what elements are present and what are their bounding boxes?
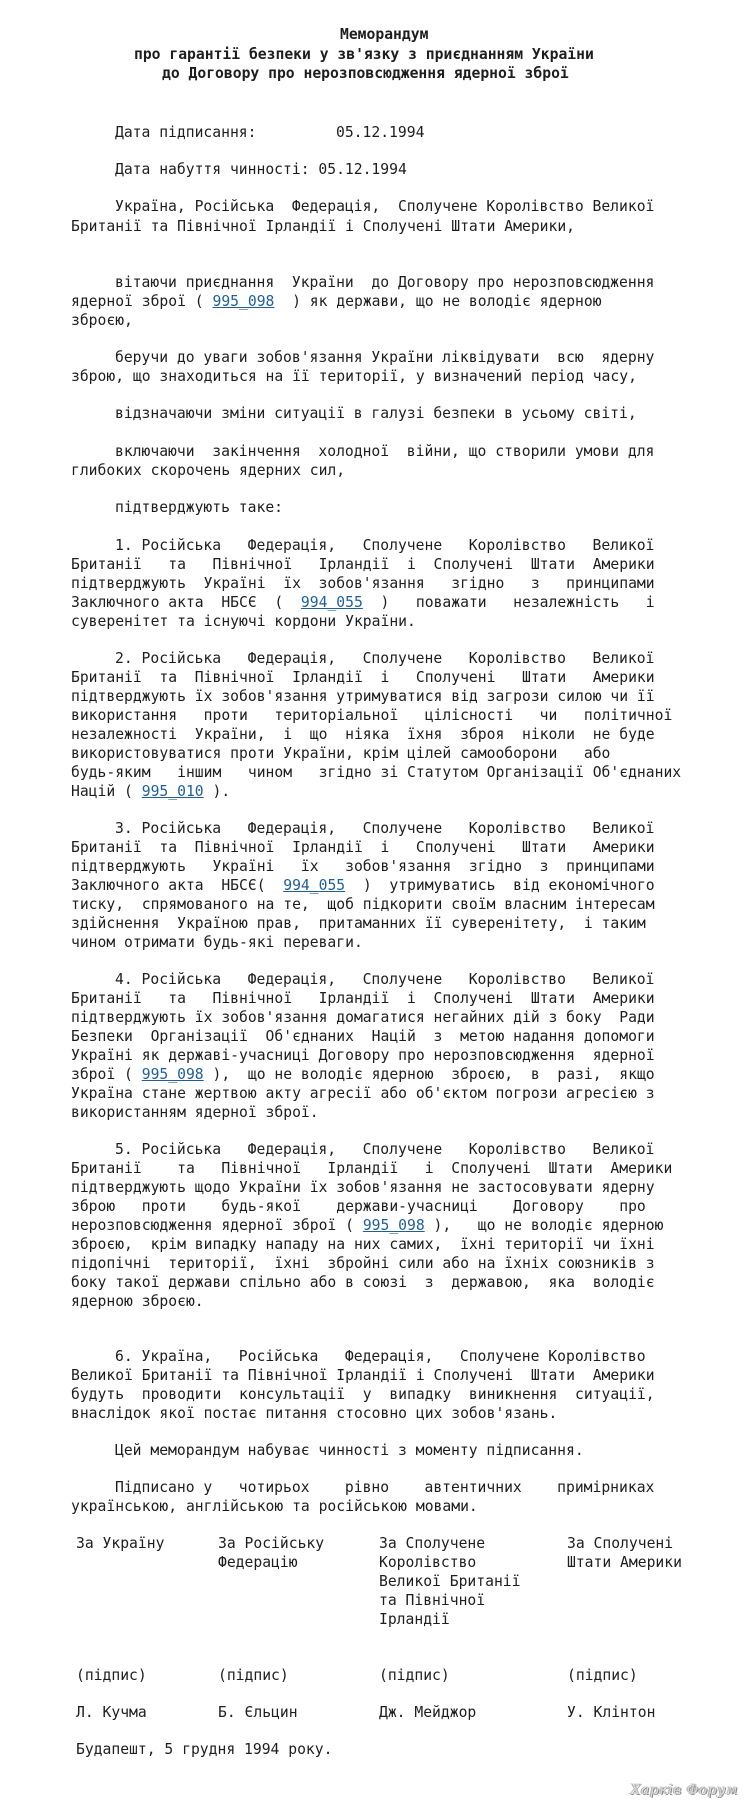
text-line: [71, 1292, 204, 1311]
text-segment: Британії та Північної Ірландії і Сполучені Штати Америки: [71, 1160, 673, 1177]
text-line: [379, 1703, 476, 1722]
text-line: [115, 498, 283, 517]
text-segment: Безпеки Організації Об'єднаних Націй з метою надання допомоги: [71, 1028, 655, 1045]
text-segment: використання проти територіальної цілісності чи політичної: [71, 707, 673, 724]
text-segment: та Північної: [379, 1592, 486, 1609]
document-reference-link[interactable]: 994_055: [300, 594, 363, 611]
text-segment: підтверджують їх зобов'язання утримуватися від загрози силою чи її: [71, 688, 655, 705]
text-line: [76, 1666, 147, 1685]
text-line: [379, 1666, 450, 1685]
text-segment: Британії та Північної Ірландії і Сполучені Штати Америки: [71, 839, 655, 856]
text-segment: 2. Російська Федерація, Сполучене Королівство Великої: [115, 650, 655, 667]
text-line: [218, 1534, 324, 1553]
text-segment: 05.12.1994: [336, 124, 425, 141]
watermark-logo: Харків Форум: [630, 1782, 738, 1798]
text-segment: ядерної зброї (: [71, 293, 213, 310]
document-title-line: [162, 64, 569, 83]
text-line: [336, 123, 424, 142]
text-segment: включаючи закінчення холодної війни, що створили умови для: [115, 443, 655, 460]
text-segment: будуть проводити консультації у випадку виникнення ситуації,: [71, 1386, 655, 1403]
text-segment: Дж. Мейджор: [379, 1704, 477, 1721]
text-segment: 6. Україна, Російська Федерація, Сполучене Королівство: [115, 1348, 646, 1365]
text-line: [71, 876, 655, 895]
text-line: [71, 687, 655, 706]
text-segment: Цей меморандум набуває чинності з моменту підписання.: [115, 1442, 584, 1459]
text-segment: боку такої держави спільно або в союзі з державою, яка володіє: [71, 1274, 655, 1291]
text-segment: За Російську: [218, 1535, 325, 1552]
text-segment: українською, англійською та російською мовами.: [71, 1498, 478, 1515]
text-line: [115, 1478, 654, 1497]
text-line: [379, 1553, 476, 1572]
text-segment: Л. Кучма: [76, 1704, 147, 1721]
text-line: [218, 1666, 289, 1685]
text-segment: Меморандум: [340, 26, 429, 43]
text-segment: ), що не володіє ядерною: [424, 1217, 664, 1234]
text-segment: зброєю,: [71, 312, 133, 329]
text-segment: Підписано у чотирьох рівно автентичних примірниках: [115, 1479, 655, 1496]
text-segment: За Сполучене: [379, 1535, 486, 1552]
text-segment: здійснення Україною прав, притаманних її суверенітету, і таким: [71, 915, 646, 932]
text-segment: 5. Російська Федерація, Сполучене Королівство Великої: [115, 1141, 655, 1158]
text-segment: Дата набуття чинності: 05.12.1994: [115, 161, 407, 178]
text-line: [71, 838, 655, 857]
text-line: [71, 895, 655, 914]
text-line: [71, 1385, 655, 1404]
text-segment: Україна, Російська Федерація, Сполучене Королівство Великої: [115, 198, 655, 215]
text-segment: (підпис): [76, 1667, 147, 1684]
text-line: [71, 1254, 655, 1273]
text-segment: Великої Британії та Північної Ірландії і Сполучені Штати Америки: [71, 1367, 655, 1384]
text-segment: беручи до уваги зобов'язання України ліквідувати всю ядерну: [115, 349, 655, 366]
text-segment: Королівство: [379, 1554, 477, 1571]
text-line: [71, 1178, 655, 1197]
text-line: [71, 782, 230, 801]
document-reference-link[interactable]: 995_098: [141, 1066, 204, 1083]
text-line: [71, 1159, 672, 1178]
text-segment: до Договору про нерозповсюдження ядерної зброї: [162, 65, 569, 82]
text-segment: підтверджують Україні їх зобов'язання згідно з принципами: [71, 575, 655, 592]
text-line: [115, 160, 407, 179]
text-segment: нерозповсюдження ядерної зброї (: [71, 1217, 363, 1234]
text-segment: 1. Російська Федерація, Сполучене Королівство Великої: [115, 537, 655, 554]
text-segment: підтверджують їх зобов'язання домагатися негайних дій з боку Ради: [71, 1009, 655, 1026]
text-segment: 4. Російська Федерація, Сполучене Королівство Великої: [115, 971, 655, 988]
text-line: [71, 217, 575, 236]
document-title-line: [134, 45, 594, 64]
text-line: [567, 1666, 638, 1685]
text-line: [115, 536, 654, 555]
text-segment: використанням ядерної зброї.: [71, 1104, 319, 1121]
text-line: [567, 1534, 673, 1553]
text-segment: ) поважати незалежність і: [362, 594, 655, 611]
text-line: [71, 763, 681, 782]
text-segment: ) утримуватись від економічного: [345, 877, 655, 894]
text-line: [71, 1366, 655, 1385]
text-line: [71, 1197, 646, 1216]
text-segment: ) як держави, що не володіє ядерною: [274, 293, 602, 310]
text-segment: Ірландії: [379, 1611, 450, 1628]
text-segment: Британії та Північної Ірландії і Сполучені Штати Америки,: [71, 218, 576, 235]
text-segment: Будапешт, 5 грудня 1994 року.: [76, 1741, 333, 1758]
text-segment: 3. Російська Федерація, Сполучене Королівство Великої: [115, 820, 655, 837]
text-segment: Дата підписання:: [115, 124, 257, 141]
document-reference-link[interactable]: 994_055: [283, 877, 346, 894]
text-segment: За Україну: [76, 1535, 165, 1552]
text-line: [115, 348, 654, 367]
text-line: [71, 1216, 663, 1235]
text-segment: ядерною зброєю.: [71, 1293, 204, 1310]
text-line: [71, 1404, 557, 1423]
text-segment: (підпис): [379, 1667, 450, 1684]
text-segment: За Сполучені: [567, 1535, 674, 1552]
text-segment: Штати Америки: [567, 1554, 682, 1571]
text-segment: (підпис): [567, 1667, 638, 1684]
text-line: [71, 367, 637, 386]
text-segment: підтверджують Україні їх зобов'язання згідно з принципами: [71, 858, 655, 875]
text-segment: Британії та Північної Ірландії і Сполучені Штати Америки: [71, 556, 655, 573]
text-line: [567, 1703, 655, 1722]
text-line: [71, 574, 655, 593]
text-line: [115, 649, 654, 668]
text-segment: глибоких скорочень ядерних сил,: [71, 462, 346, 479]
text-line: [567, 1553, 682, 1572]
text-line: [379, 1534, 485, 1553]
text-segment: зброї (: [71, 1066, 142, 1083]
text-line: [115, 1347, 646, 1366]
text-line: [71, 1027, 655, 1046]
text-line: [71, 461, 345, 480]
text-segment: ).: [203, 783, 231, 800]
text-line: [71, 612, 416, 631]
text-line: [71, 1046, 655, 1065]
text-line: [71, 1497, 478, 1516]
text-segment: про гарантії безпеки у зв'язку з приєднанням України: [134, 46, 594, 63]
text-line: [71, 989, 655, 1008]
text-segment: Заключного акта НБСЄ (: [71, 594, 301, 611]
text-segment: будь-яким іншим чином згідно зі Статутом Організації Об'єднаних: [71, 764, 682, 781]
text-line: [71, 933, 363, 952]
document-title-line: [340, 25, 428, 44]
text-segment: тиску, спрямованого на те, щоб підкорити своїм власним інтересам: [71, 896, 655, 913]
text-segment: вітаючи приєднання України до Договору про нерозповсюдження: [115, 274, 655, 291]
text-line: [71, 668, 655, 687]
text-segment: Британії та Північної Ірландії і Сполучені Штати Америки: [71, 669, 655, 686]
text-line: [115, 442, 654, 461]
text-line: [71, 292, 602, 311]
text-line: [76, 1740, 332, 1759]
text-segment: У. Клінтон: [567, 1704, 656, 1721]
text-line: [379, 1610, 450, 1629]
text-line: [76, 1534, 164, 1553]
text-line: [71, 1103, 319, 1122]
text-segment: Б. Єльцин: [218, 1704, 298, 1721]
text-line: [71, 593, 655, 612]
text-line: [115, 273, 654, 292]
text-segment: підтверджують щодо України їх зобов'язання не застосовувати ядерну: [71, 1179, 655, 1196]
text-line: [115, 123, 256, 142]
text-segment: Заключного акта НБСЄ(: [71, 877, 284, 894]
text-line: [71, 1235, 655, 1254]
text-line: [71, 1084, 655, 1103]
document-reference-link[interactable]: 995_098: [212, 293, 275, 310]
text-segment: Федерацію: [218, 1554, 298, 1571]
text-segment: використовуватися проти України, крім цілей самооборони або: [71, 745, 611, 762]
text-segment: суверенітет та існуючі кордони України.: [71, 613, 416, 630]
text-line: [115, 197, 654, 216]
text-line: [115, 1441, 584, 1460]
text-segment: ), що не володіє ядерною зброєю, в разі, якщо: [203, 1066, 655, 1083]
text-line: [76, 1703, 147, 1722]
text-line: [218, 1703, 298, 1722]
text-line: [71, 857, 655, 876]
text-line: [71, 1273, 655, 1292]
document-reference-link[interactable]: 995_098: [362, 1217, 425, 1234]
text-line: [115, 819, 654, 838]
text-line: [71, 706, 672, 725]
text-segment: (підпис): [218, 1667, 289, 1684]
text-segment: чином отримати будь-які переваги.: [71, 934, 363, 951]
text-segment: Британії та Північної Ірландії і Сполучені Штати Америки: [71, 990, 655, 1007]
text-line: [379, 1591, 485, 1610]
text-segment: відзначаючи зміни ситуації в галузі безпеки в усьому світі,: [115, 405, 637, 422]
text-segment: зброю проти будь-якої держави-учасниці Договору про: [71, 1198, 646, 1215]
text-line: [115, 970, 654, 989]
text-line: [218, 1553, 298, 1572]
text-segment: Великої Британії: [379, 1573, 521, 1590]
text-segment: зброю, що знаходиться на її території, у визначений період часу,: [71, 368, 637, 385]
text-segment: незалежності України, і що ніяка їхня зброя ніколи не буде: [71, 726, 655, 743]
text-line: [71, 914, 646, 933]
text-line: [71, 744, 610, 763]
text-line: [379, 1572, 520, 1591]
document-reference-link[interactable]: 995_010: [141, 783, 204, 800]
text-segment: підтверджують таке:: [115, 499, 284, 516]
text-segment: внаслідок якої постає питання стосовно цих зобов'язань.: [71, 1405, 558, 1422]
text-segment: Націй (: [71, 783, 142, 800]
text-line: [71, 725, 655, 744]
text-line: [115, 1140, 654, 1159]
text-line: [71, 1008, 655, 1027]
text-line: [115, 404, 637, 423]
text-segment: зброєю, крім випадку нападу на них самих, їхні території чи їхні: [71, 1236, 655, 1253]
text-segment: Україна стане жертвою акту агресії або об'єктом погрози агресією з: [71, 1085, 655, 1102]
text-line: [71, 311, 133, 330]
text-segment: Україні як державі-учасниці Договору про нерозповсюдження ядерної: [71, 1047, 655, 1064]
text-segment: підопічні території, їхні збройні сили або на їхніх союзників з: [71, 1255, 655, 1272]
text-line: [71, 1065, 655, 1084]
text-line: [71, 555, 655, 574]
